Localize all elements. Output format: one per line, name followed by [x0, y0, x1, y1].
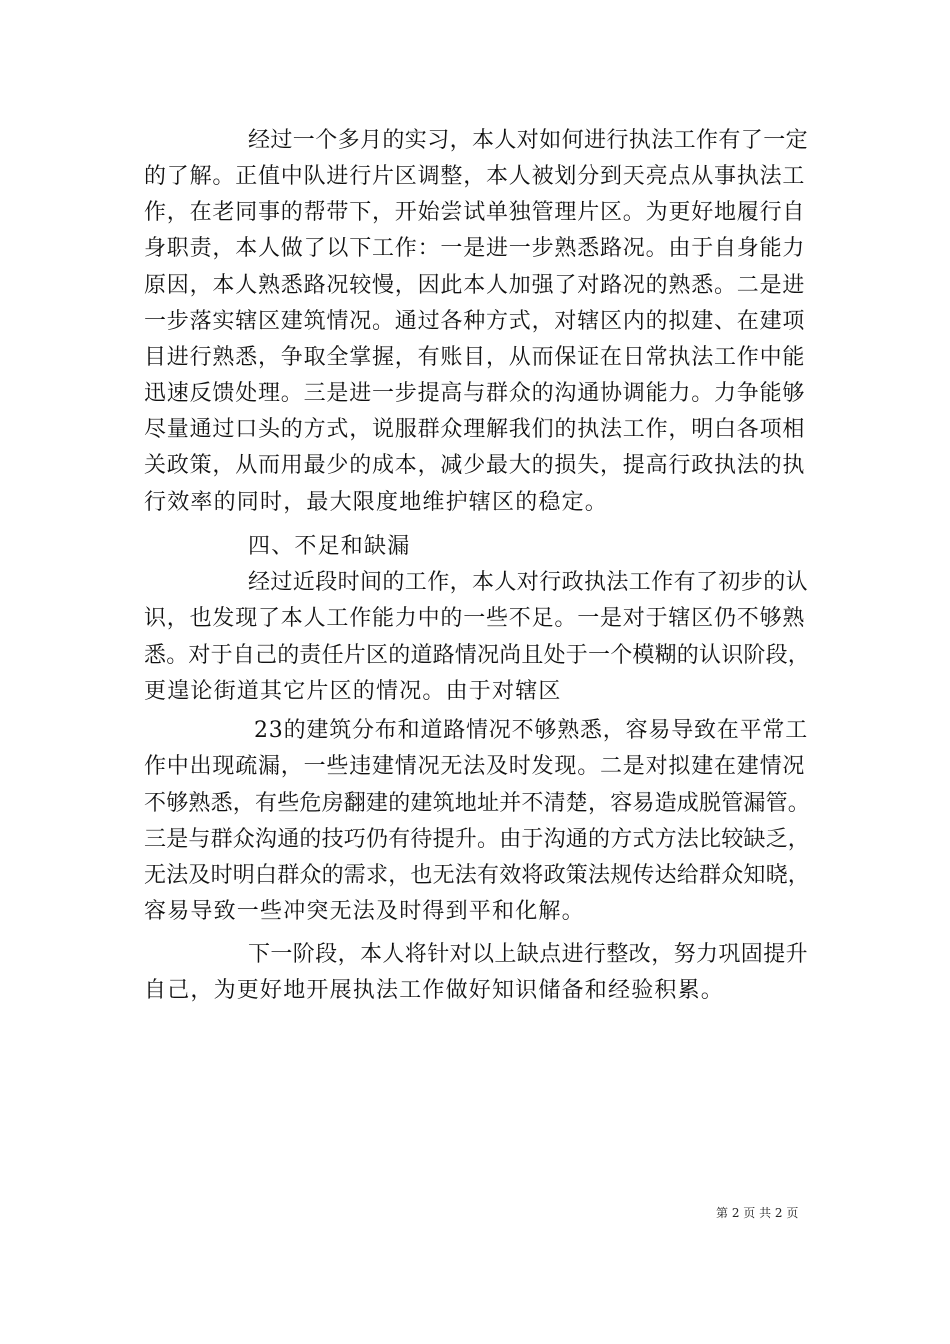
paragraph-line: 经过近段时间的工作，本人对行政执法工作有了初步的认	[248, 570, 809, 595]
paragraph-line: 的了解。正值中队进行片区调整，本人被划分到天亮点从事执法工	[144, 164, 806, 189]
paragraph-line: 更遑论街道其它片区的情况。由于对辖区	[144, 679, 562, 704]
paragraph-line: 一步落实辖区建筑情况。通过各种方式，对辖区内的拟建、在建项	[144, 309, 806, 334]
paragraph-line: 下一阶段，本人将针对以上缺点进行整改，努力巩固提升	[248, 942, 809, 967]
section-heading: 四、不足和缺漏	[248, 534, 411, 559]
paragraph-line: 行效率的同时，最大限度地维护辖区的稳定。	[144, 490, 609, 515]
paragraph-line: 悉。对于自己的责任片区的道路情况尚且处于一个模糊的认识阶段，	[144, 643, 811, 668]
paragraph-line: 无法及时明白群众的需求，也无法有效将政策法规传达给群众知晓，	[144, 863, 811, 888]
paragraph-line: 尽量通过口头的方式，说服群众理解我们的执法工作，明白各项相	[144, 417, 806, 442]
paragraph-line: 原因，本人熟悉路况较慢，因此本人加强了对路况的熟悉。二是进	[144, 273, 806, 298]
paragraph-line: 容易导致一些冲突无法及时得到平和化解。	[144, 899, 585, 924]
paragraph-line: 三是与群众沟通的技巧仍有待提升。由于沟通的方式方法比较缺乏，	[144, 827, 811, 852]
paragraph-line: 不够熟悉，有些危房翻建的建筑地址并不清楚，容易造成脱管漏管。	[144, 791, 811, 816]
paragraph-line: 经过一个多月的实习，本人对如何进行执法工作有了一定	[248, 128, 809, 153]
page-number-footer: 第 2 页 共 2 页	[716, 1206, 799, 1220]
paragraph-line: 作中出现疏漏，一些违建情况无法及时发现。二是对拟建在建情况	[144, 754, 806, 779]
paragraph-line: 自己，为更好地开展执法工作做好知识储备和经验积累。	[144, 978, 725, 1003]
paragraph-line: 迅速反馈处理。三是进一步提高与群众的沟通协调能力。力争能够	[144, 381, 806, 406]
paragraph-line: 目进行熟悉，争取全掌握，有账目，从而保证在日常执法工作中能	[144, 345, 806, 370]
paragraph-line: 识，也发现了本人工作能力中的一些不足。一是对于辖区仍不够熟	[144, 606, 806, 631]
paragraph-line: 关政策，从而用最少的成本，减少最大的损失，提高行政执法的执	[144, 453, 806, 478]
paragraph-line: 身职责，本人做了以下工作：一是进一步熟悉路况。由于自身能力	[144, 236, 806, 261]
paragraph-line: 23的建筑分布和道路情况不够熟悉，容易导致在平常工	[254, 718, 808, 743]
paragraph-line: 作，在老同事的帮带下，开始尝试单独管理片区。为更好地履行自	[144, 200, 806, 225]
